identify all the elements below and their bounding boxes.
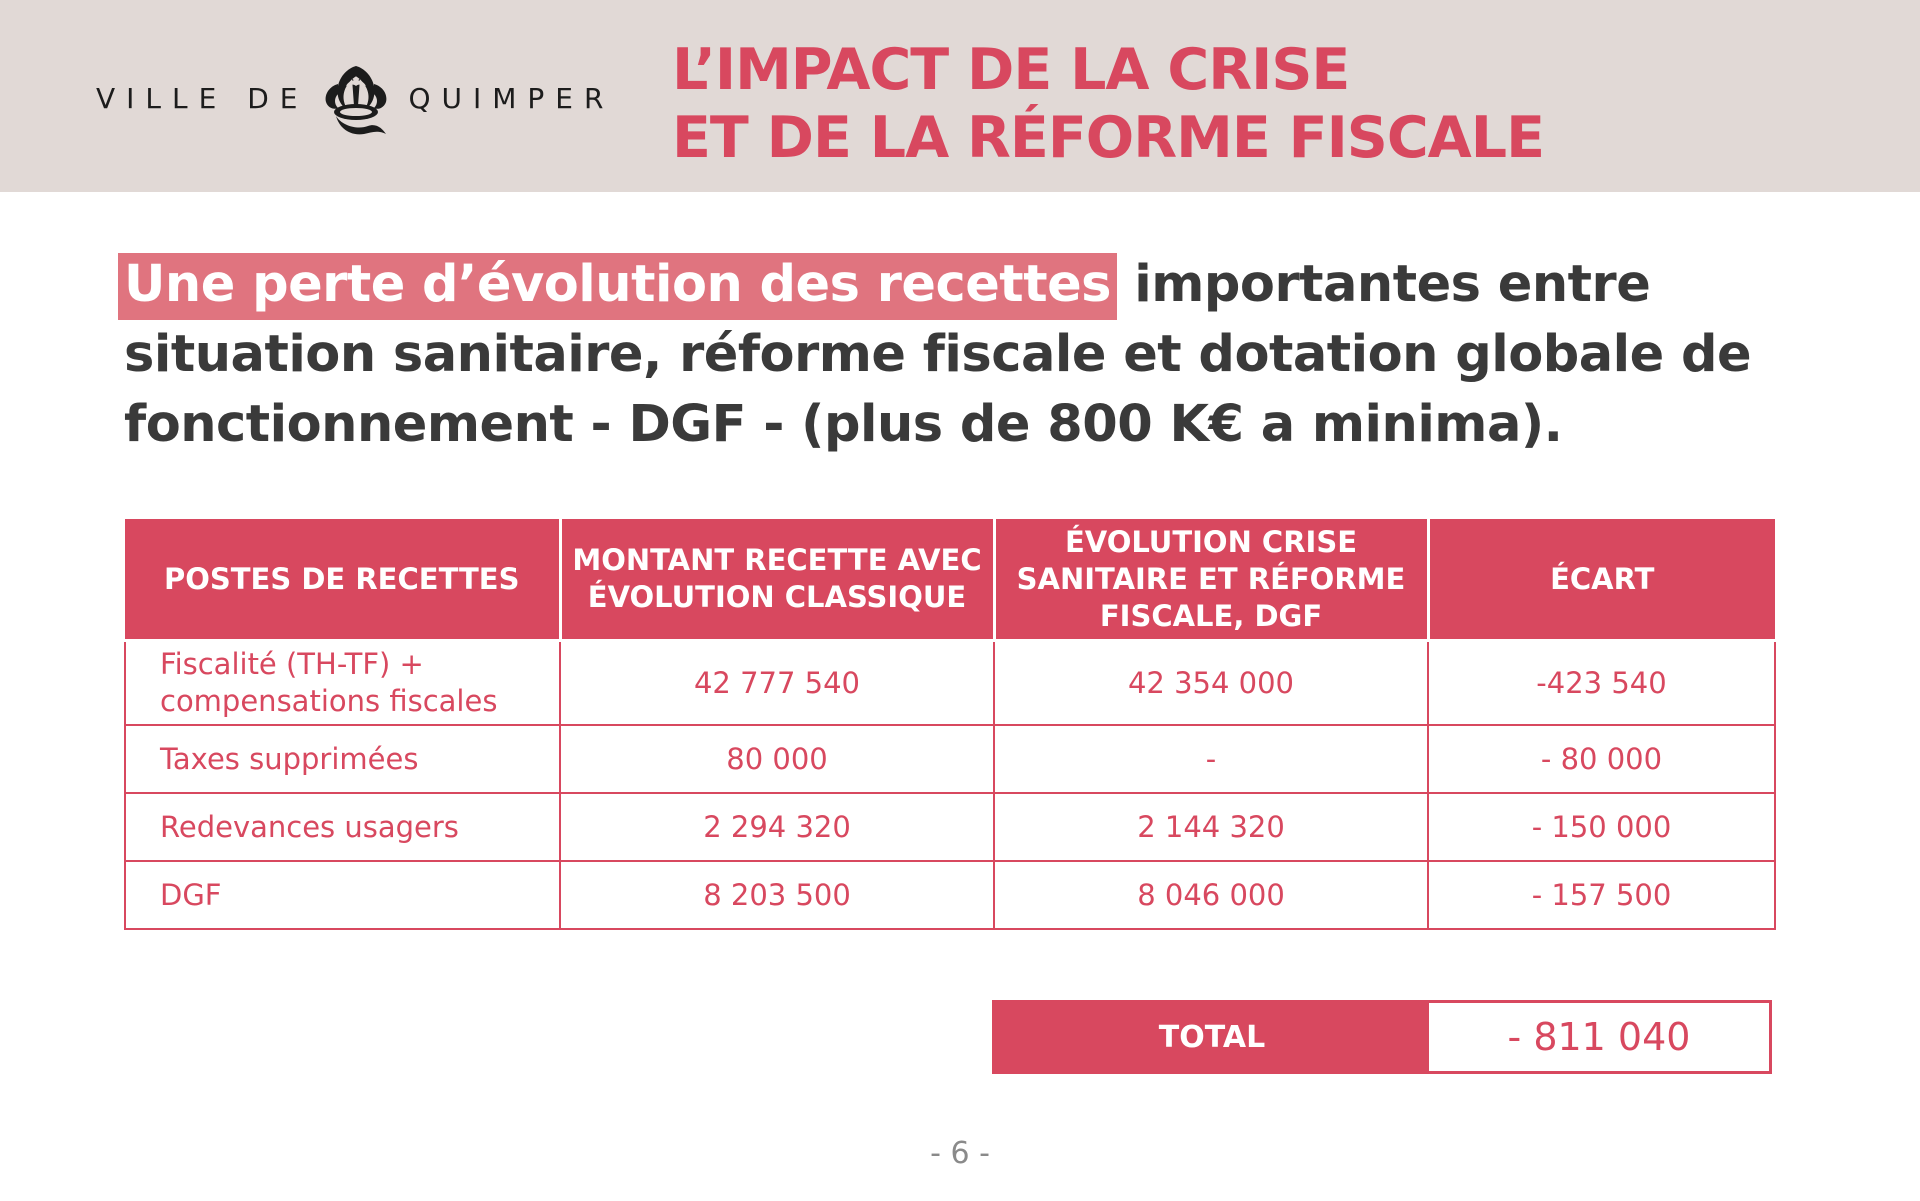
lead-line-1 — [124, 250, 1844, 320]
row-label — [125, 641, 560, 726]
logo-text-right: QUIMPER — [408, 81, 615, 115]
cell-crise: 2 144 320 — [994, 793, 1428, 861]
table-header-row — [125, 519, 1775, 641]
cell-crise: 8 046 000 — [994, 861, 1428, 929]
table-row — [125, 641, 1775, 726]
logo-text-left: VILLE DE — [96, 81, 309, 115]
cell-ecart: -423 540 — [1428, 641, 1775, 726]
page-title-line-1: L’IMPACT DE LA CRISE — [672, 37, 1350, 103]
cell-crise: - — [994, 725, 1428, 793]
cell-crise: 42 354 000 — [994, 641, 1428, 726]
table-row — [125, 725, 1775, 793]
lead-line-3: fonctionnement - DGF - (plus de 800 K€ a minima). — [124, 395, 1563, 454]
row-label-line: compensations fiscales — [160, 684, 498, 718]
cell-classique: 2 294 320 — [560, 793, 994, 861]
page-title — [672, 36, 1872, 172]
table-row — [125, 793, 1775, 861]
header-band — [0, 0, 1920, 192]
page-number: - 6 - — [930, 1136, 990, 1171]
header-montant-classique: MONTANT RECETTE AVEC ÉVOLUTION CLASSIQUE — [560, 519, 994, 641]
row-label-line: Fiscalité (TH-TF) + — [160, 647, 424, 681]
page-title-line-2: ET DE LA RÉFORME FISCALE — [672, 105, 1545, 171]
lead-paragraph — [124, 250, 1844, 460]
table-row — [125, 861, 1775, 929]
row-label: Taxes supprimées — [125, 725, 560, 793]
total-box — [992, 1000, 1772, 1074]
cell-ecart: - 150 000 — [1428, 793, 1775, 861]
cell-classique: 80 000 — [560, 725, 994, 793]
header-postes: POSTES DE RECETTES — [125, 519, 560, 641]
row-label: DGF — [125, 861, 560, 929]
cell-classique: 8 203 500 — [560, 861, 994, 929]
row-label: Redevances usagers — [125, 793, 560, 861]
cell-ecart: - 80 000 — [1428, 725, 1775, 793]
cell-classique: 42 777 540 — [560, 641, 994, 726]
header-ecart: ÉCART — [1428, 519, 1775, 641]
lead-highlight: Une perte d’évolution des recettes — [118, 253, 1117, 320]
quimper-emblem-icon — [308, 56, 404, 140]
logo — [96, 56, 614, 140]
revenue-table — [124, 519, 1776, 930]
total-label: TOTAL — [995, 1003, 1429, 1071]
lead-line-1-rest: importantes entre — [1117, 255, 1651, 314]
header-evolution-crise: ÉVOLUTION CRISE SANITAIRE ET RÉFORME FISCALE, DGF — [994, 519, 1428, 641]
cell-ecart: - 157 500 — [1428, 861, 1775, 929]
total-value: - 811 040 — [1507, 1015, 1691, 1059]
lead-line-2: situation sanitaire, réforme fiscale et dotation globale de — [124, 325, 1752, 384]
